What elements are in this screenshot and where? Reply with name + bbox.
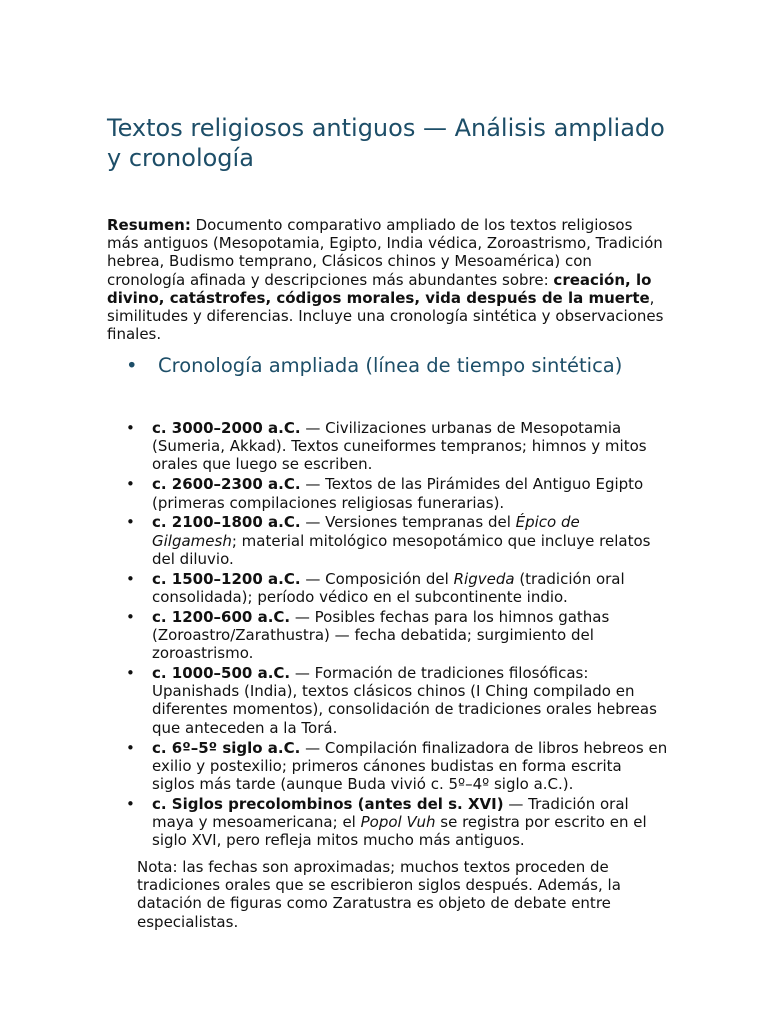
- timeline-description: ; material mitológico mesopotámico que incluye relatos del diluvio.: [152, 531, 651, 568]
- timeline-bullet: •: [126, 569, 135, 588]
- note-paragraph: Nota: las fechas son aproximadas; muchos textos proceden de tradiciones orales que se escribieron siglos después. Además, la datación de figuras como Zaratustra es objeto de debate entre especialistas.: [137, 858, 621, 931]
- timeline-item: [124, 475, 669, 511]
- timeline-bullet: •: [126, 664, 135, 683]
- timeline-description: — Textos de las Pirámides del Antiguo Egipto (primeras compilaciones religiosas funerarias).: [152, 475, 644, 512]
- summary-paragraph: [107, 216, 667, 343]
- timeline-description: — Civilizaciones urbanas de Mesopotamia (Sumeria, Akkad). Textos cuneiformes tempranos; himnos y mitos orales que luego se escriben.: [152, 419, 647, 474]
- timeline-bullet: •: [126, 794, 135, 813]
- timeline-description: — Compilación finalizadora de libros hebreos en exilio y postexilio; primeros cánones budistas en forma escrita siglos más tarde (aunque Buda vivió c. 5º–4º siglo a.C.).: [152, 738, 668, 793]
- timeline-description: (tradición oral consolidada); período védico en el subcontinente indio.: [152, 569, 625, 606]
- timeline-description: se registra por escrito en el siglo XVI, pero refleja mitos mucho más antiguos.: [152, 813, 647, 850]
- timeline-item: [124, 513, 669, 568]
- timeline-description: — Composición del: [300, 569, 454, 588]
- timeline-description: — Versiones tempranas del: [300, 513, 516, 532]
- timeline-bullet: •: [126, 738, 135, 757]
- timeline-bullet: •: [126, 419, 135, 437]
- timeline-date: c. 3000–2000 a.C.: [152, 419, 301, 437]
- timeline-item: [124, 664, 669, 737]
- timeline-bullet: •: [126, 513, 135, 532]
- timeline-bullet: •: [126, 607, 135, 626]
- timeline-item: [124, 739, 669, 794]
- timeline-date: c. 2100–1800 a.C.: [152, 513, 301, 532]
- timeline-item: [124, 570, 669, 606]
- summary-text-2: , similitudes y diferencias. Incluye una cronología sintética y observaciones finales.: [107, 288, 664, 344]
- timeline-work-title: Rigveda: [453, 569, 515, 588]
- timeline-bullet: •: [126, 475, 135, 494]
- timeline-item: [124, 795, 669, 850]
- timeline-work-title: Popol Vuh: [360, 813, 436, 832]
- timeline-date: c. Siglos precolombinos (antes del s. XVI): [152, 794, 504, 813]
- timeline-item: [124, 419, 669, 474]
- timeline-date: c. 2600–2300 a.C.: [152, 475, 301, 494]
- timeline-description: — Posibles fechas para los himnos gathas (Zoroastro/Zarathustra) — fecha debatida; surgimiento del zoroastrismo.: [152, 607, 610, 663]
- section-heading: [126, 354, 686, 378]
- summary-label: Resumen:: [107, 216, 191, 234]
- timeline-item: [124, 608, 669, 663]
- timeline-date: c. 6º–5º siglo a.C.: [152, 738, 301, 757]
- timeline-work-title: Épico de Gilgamesh: [152, 513, 580, 550]
- timeline-list: [124, 419, 669, 851]
- timeline-description: — Formación de tradiciones filosóficas: Upanishads (India), textos clásicos chinos (I Ching compilado en diferentes momentos), consolidación de tradiciones orales hebreas que anteceden a la Torá.: [152, 664, 657, 737]
- summary-bold-topics: creación, lo divino, catástrofes, códigos morales, vida después de la muerte: [107, 270, 652, 307]
- timeline-date: c. 1200–600 a.C.: [152, 607, 291, 626]
- timeline-date: c. 1500–1200 a.C.: [152, 569, 301, 588]
- timeline-date: c. 1000–500 a.C.: [152, 664, 291, 683]
- section-heading-text: Cronología ampliada (línea de tiempo sintética): [158, 354, 623, 377]
- timeline-description: — Tradición oral maya y mesoamericana; el: [152, 794, 629, 832]
- section-bullet: •: [126, 354, 138, 377]
- document-title: Textos religiosos antiguos — Análisis ampliado y cronología: [107, 114, 665, 172]
- summary-text-1: Documento comparativo ampliado de los textos religiosos más antiguos (Mesopotamia, Egipto, India védica, Zoroastrismo, Tradición hebrea, Budismo temprano, Clásicos chinos y Mesoamérica) con cronología afinada y descripciones más abundantes sobre:: [107, 216, 663, 289]
